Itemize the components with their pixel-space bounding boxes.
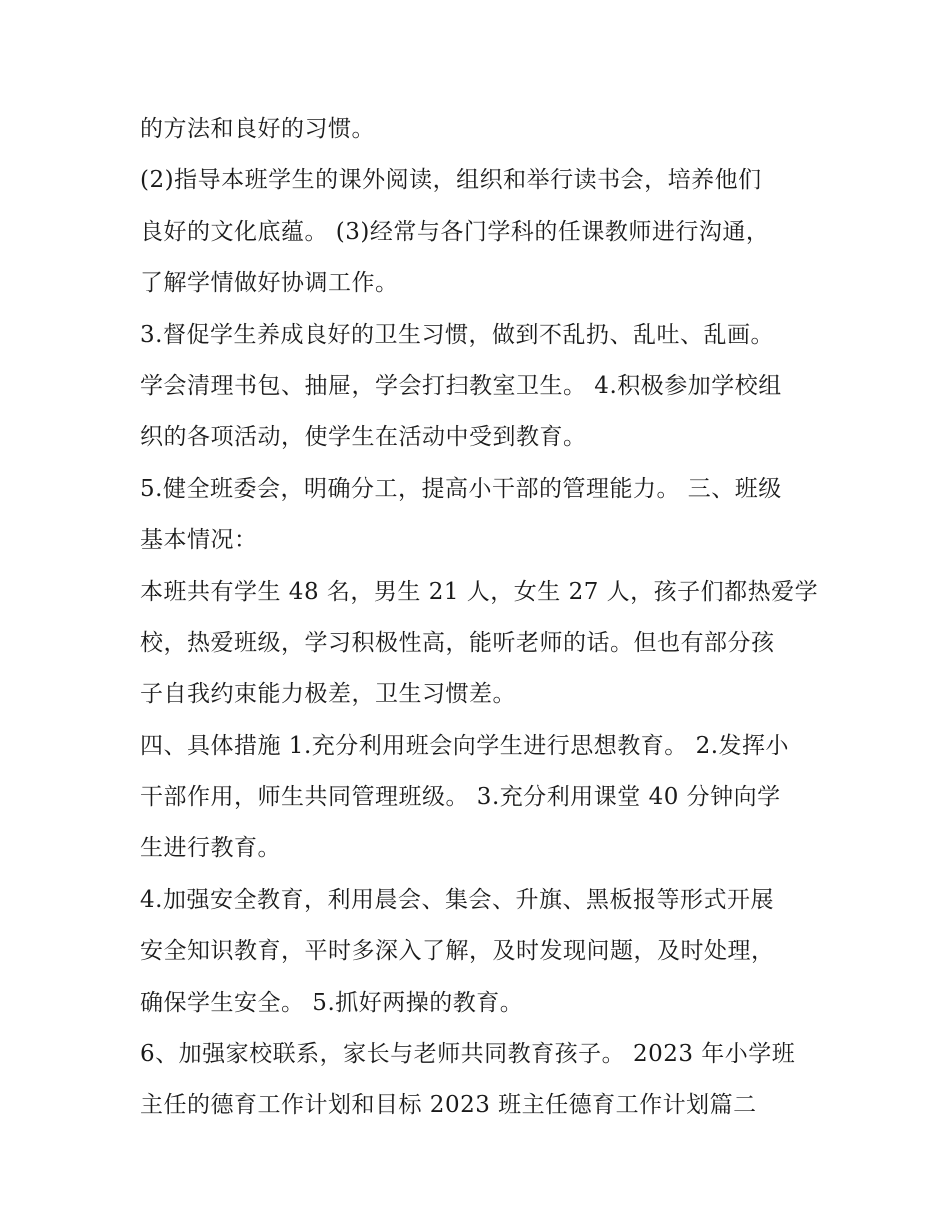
text-line: 四、具体措施 1.充分利用班会向学生进行思想教育。 2.发挥小	[140, 732, 790, 759]
text-line: (2)指导本班学生的课外阅读，组织和举行读书会，培养他们	[140, 167, 762, 194]
text-line: 干部作用，师生共同管理班级。 3.充分利用课堂 40 分钟向学	[140, 784, 781, 811]
text-line: 3.督促学生养成良好的卫生习惯，做到不乱扔、乱吐、乱画。	[140, 321, 774, 348]
text-line: 良好的文化底蕴。 (3)经常与各门学科的任课教师进行沟通，	[140, 218, 770, 245]
text-line: 6、加强家校联系，家长与老师共同教育孩子。 2023 年小学班	[140, 1041, 796, 1068]
text-line: 织的各项活动，使学生在活动中受到教育。	[140, 424, 587, 451]
text-line: 了解学情做好协调工作。	[140, 270, 399, 297]
text-line: 学会清理书包、抽屉，学会打扫教室卫生。 4.积极参加学校组	[140, 372, 782, 399]
text-line: 本班共有学生 48 名，男生 21 人，女生 27 人，孩子们都热爱学	[140, 578, 819, 605]
text-line: 5.健全班委会，明确分工，提高小干部的管理能力。 三、班级	[140, 475, 782, 502]
text-line: 4.加强安全教育，利用晨会、集会、升旗、黑板报等形式开展	[140, 886, 774, 913]
text-line: 主任的德育工作计划和目标 2023 班主任德育工作计划篇二	[140, 1092, 757, 1119]
document-body	[140, 104, 820, 1132]
text-line: 的方法和良好的习惯。	[140, 116, 375, 142]
text-line: 校，热爱班级，学习积极性高，能听老师的话。但也有部分孩	[140, 629, 775, 656]
text-line: 基本情况：	[140, 527, 258, 554]
text-line: 安全知识教育，平时多深入了解，及时发现问题，及时处理，	[140, 938, 775, 965]
text-line: 生进行教育。	[140, 835, 281, 862]
text-line: 子自我约束能力极差，卫生习惯差。	[140, 681, 516, 708]
text-line: 确保学生安全。 5.抓好两操的教育。	[140, 989, 524, 1016]
